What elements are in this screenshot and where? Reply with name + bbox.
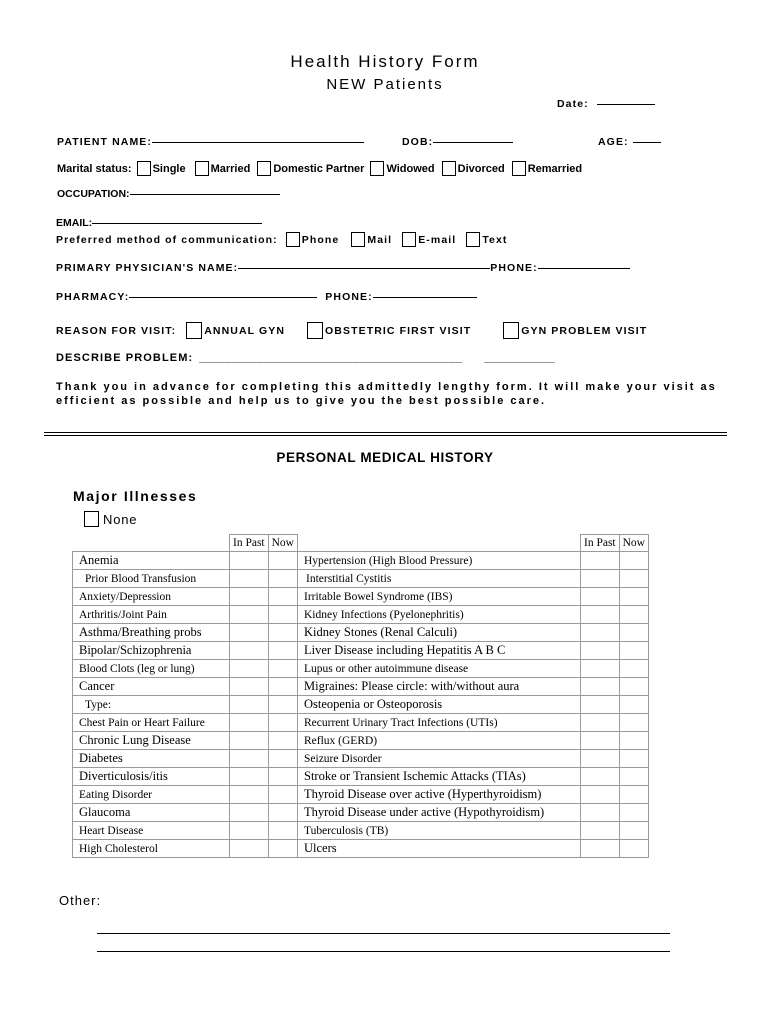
now-cell[interactable] [619, 768, 648, 786]
illness-right-label: Kidney Stones (Renal Calculi) [298, 624, 581, 642]
email-input[interactable] [92, 223, 262, 224]
illness-left-label: Type: [73, 696, 230, 714]
illness-right-label: Lupus or other autoimmune disease [298, 660, 581, 678]
pref-text-checkbox[interactable] [466, 232, 480, 247]
col-in-past-left: In Past [230, 535, 269, 552]
now-cell[interactable] [619, 750, 648, 768]
illness-left-label: Blood Clots (leg or lung) [73, 660, 230, 678]
illness-right-label: Recurrent Urinary Tract Infections (UTIs) [298, 714, 581, 732]
illness-right-label: Osteopenia or Osteoporosis [298, 696, 581, 714]
illness-left-label: Anxiety/Depression [73, 588, 230, 606]
now-cell[interactable] [619, 822, 648, 840]
illness-right-label: Liver Disease including Hepatitis A B C [298, 642, 581, 660]
date-field [557, 98, 655, 110]
in-past-cell[interactable] [581, 714, 620, 732]
now-cell[interactable] [619, 696, 648, 714]
pref-phone-label: Phone [301, 233, 340, 246]
pharmacy-input[interactable] [129, 297, 317, 298]
pref-email-checkbox[interactable] [402, 232, 416, 247]
illness-right-label: Thyroid Disease under active (Hypothyroidism) [298, 804, 581, 822]
dob-field [402, 136, 513, 148]
preferred-communication-label: Preferred method of communication: [56, 233, 278, 246]
table-row [73, 840, 649, 858]
illness-left-label: Eating Disorder [73, 786, 230, 804]
section-divider-2 [44, 435, 727, 436]
email-field [56, 217, 262, 229]
now-cell[interactable] [619, 606, 648, 624]
in-past-cell[interactable] [230, 786, 269, 804]
illness-left-label: Anemia [73, 552, 230, 570]
in-past-cell[interactable] [230, 678, 269, 696]
reason-obstetric-checkbox[interactable] [307, 322, 323, 339]
thank-you-note: Thank you in advance for completing this admittedly lengthy form. It will make your visit as efficient as possible and help us to give you the best possible care. [56, 381, 717, 407]
in-past-cell[interactable] [581, 606, 620, 624]
physician-phone-input[interactable] [538, 268, 630, 269]
in-past-cell[interactable] [230, 804, 269, 822]
pharmacy-phone-input[interactable] [373, 297, 477, 298]
table-row [73, 732, 649, 750]
marital-married-label: Married [210, 162, 251, 175]
illness-table [72, 534, 649, 858]
header-spacer [73, 535, 230, 552]
pharmacy-row [56, 291, 477, 303]
in-past-cell[interactable] [230, 624, 269, 642]
in-past-cell[interactable] [581, 804, 620, 822]
now-cell[interactable] [268, 660, 297, 678]
illness-right-label: Thyroid Disease over active (Hyperthyroidism) [298, 786, 581, 804]
form-subtitle: NEW Patients [326, 76, 444, 93]
now-cell[interactable] [268, 570, 297, 588]
describe-problem-input-2[interactable]: ___________ [484, 352, 555, 364]
now-cell[interactable] [619, 786, 648, 804]
email-label: EMAIL: [56, 217, 93, 229]
illness-left-label: Bipolar/Schizophrenia [73, 642, 230, 660]
table-row [73, 768, 649, 786]
in-past-cell[interactable] [581, 732, 620, 750]
table-row [73, 678, 649, 696]
now-cell[interactable] [619, 552, 648, 570]
table-row [73, 696, 649, 714]
illness-right-label: Tuberculosis (TB) [298, 822, 581, 840]
illness-right-label: Seizure Disorder [298, 750, 581, 768]
in-past-cell[interactable] [581, 750, 620, 768]
header-spacer-right [298, 535, 581, 552]
dob-label: DOB: [402, 136, 434, 148]
date-input[interactable] [597, 104, 655, 105]
in-past-cell[interactable] [581, 588, 620, 606]
in-past-cell[interactable] [230, 642, 269, 660]
marital-single-checkbox[interactable] [137, 161, 151, 176]
physician-label: PRIMARY PHYSICIAN'S NAME: [56, 262, 239, 274]
in-past-cell[interactable] [230, 570, 269, 588]
table-row [73, 804, 649, 822]
marital-widowed-label: Widowed [386, 162, 435, 175]
reason-gyn-problem-label: GYN PROBLEM VISIT [521, 324, 648, 337]
illness-left-label: Glaucoma [73, 804, 230, 822]
marital-status-label: Marital status: [57, 162, 132, 175]
preferred-communication-row [56, 232, 508, 247]
now-cell[interactable] [619, 570, 648, 588]
other-line-1[interactable] [97, 933, 670, 934]
in-past-cell[interactable] [581, 678, 620, 696]
describe-problem-label: DESCRIBE PROBLEM: [56, 352, 194, 364]
marital-remarried-checkbox[interactable] [512, 161, 526, 176]
illness-table-header [73, 535, 649, 552]
describe-problem-input[interactable]: _________________________________________ [199, 352, 463, 364]
in-past-cell[interactable] [230, 768, 269, 786]
physician-phone-label: PHONE: [490, 262, 538, 274]
now-cell[interactable] [619, 588, 648, 606]
illness-left-label: High Cholesterol [73, 840, 230, 858]
age-input[interactable] [633, 142, 661, 143]
patient-name-field [57, 136, 364, 148]
table-row [73, 606, 649, 624]
marital-divorced-label: Divorced [457, 162, 505, 175]
illness-left-label: Asthma/Breathing probs [73, 624, 230, 642]
in-past-cell[interactable] [581, 786, 620, 804]
pharmacy-phone-label: PHONE: [325, 291, 373, 303]
reason-label: REASON FOR VISIT: [56, 324, 177, 337]
illness-right-label: Stroke or Transient Ischemic Attacks (TIAs) [298, 768, 581, 786]
reason-gyn-problem-checkbox[interactable] [503, 322, 519, 339]
now-cell[interactable] [619, 804, 648, 822]
now-cell[interactable] [268, 624, 297, 642]
now-cell[interactable] [619, 732, 648, 750]
reason-annual-gyn-checkbox[interactable] [186, 322, 202, 339]
now-cell[interactable] [268, 804, 297, 822]
illness-left-label: Chest Pain or Heart Failure [73, 714, 230, 732]
marital-remarried-label: Remarried [527, 162, 583, 175]
now-cell[interactable] [268, 642, 297, 660]
now-cell[interactable] [268, 696, 297, 714]
in-past-cell[interactable] [230, 822, 269, 840]
in-past-cell[interactable] [581, 696, 620, 714]
describe-problem-row [56, 352, 555, 364]
in-past-cell[interactable] [230, 588, 269, 606]
in-past-cell[interactable] [230, 840, 269, 858]
date-label: Date: [557, 98, 589, 110]
in-past-cell[interactable] [581, 768, 620, 786]
physician-input[interactable] [238, 268, 490, 269]
now-cell[interactable] [268, 714, 297, 732]
in-past-cell[interactable] [581, 660, 620, 678]
marital-widowed-checkbox[interactable] [370, 161, 384, 176]
marital-married-checkbox[interactable] [195, 161, 209, 176]
other-label: Other: [59, 893, 102, 908]
in-past-cell[interactable] [230, 732, 269, 750]
illness-right-label: Ulcers [298, 840, 581, 858]
marital-domestic-partner-checkbox[interactable] [257, 161, 271, 176]
pref-mail-label: Mail [367, 233, 393, 246]
table-row [73, 570, 649, 588]
pref-mail-checkbox[interactable] [351, 232, 365, 247]
illness-left-label: Heart Disease [73, 822, 230, 840]
col-now-right: Now [619, 535, 648, 552]
illness-right-label: Interstitial Cystitis [298, 570, 581, 588]
patient-name-input[interactable] [152, 142, 364, 143]
form-title: Health History Form [290, 52, 480, 71]
in-past-cell[interactable] [581, 840, 620, 858]
major-illnesses-title: Major Illnesses [73, 488, 198, 504]
table-row [73, 642, 649, 660]
table-row [73, 822, 649, 840]
table-row [73, 552, 649, 570]
none-option [84, 511, 137, 527]
now-cell[interactable] [268, 768, 297, 786]
now-cell[interactable] [619, 660, 648, 678]
pref-phone-checkbox[interactable] [286, 232, 300, 247]
illness-right-label: Reflux (GERD) [298, 732, 581, 750]
illness-right-label: Hypertension (High Blood Pressure) [298, 552, 581, 570]
now-cell[interactable] [619, 714, 648, 732]
marital-single-label: Single [152, 162, 186, 175]
in-past-cell[interactable] [230, 696, 269, 714]
now-cell[interactable] [268, 822, 297, 840]
dob-input[interactable] [433, 142, 513, 143]
in-past-cell[interactable] [230, 552, 269, 570]
reason-annual-gyn-label: ANNUAL GYN [204, 324, 286, 337]
occupation-label: OCCUPATION: [57, 188, 130, 200]
table-row [73, 660, 649, 678]
in-past-cell[interactable] [581, 642, 620, 660]
patient-name-label: PATIENT NAME: [57, 136, 152, 148]
now-cell[interactable] [268, 588, 297, 606]
illness-left-label: Arthritis/Joint Pain [73, 606, 230, 624]
illness-right-label: Migraines: Please circle: with/without aura [298, 678, 581, 696]
now-cell[interactable] [619, 840, 648, 858]
marital-divorced-checkbox[interactable] [442, 161, 456, 176]
illness-left-label: Chronic Lung Disease [73, 732, 230, 750]
table-row [73, 588, 649, 606]
other-line-2[interactable] [97, 951, 670, 952]
marital-status-row [57, 161, 582, 176]
section-divider [44, 432, 727, 433]
in-past-cell[interactable] [230, 606, 269, 624]
illness-left-label: Diabetes [73, 750, 230, 768]
in-past-cell[interactable] [230, 660, 269, 678]
in-past-cell[interactable] [581, 552, 620, 570]
illness-left-label: Prior Blood Transfusion [73, 570, 230, 588]
reason-obstetric-label: OBSTETRIC FIRST VISIT [325, 324, 472, 337]
in-past-cell[interactable] [230, 750, 269, 768]
now-cell[interactable] [268, 606, 297, 624]
now-cell[interactable] [268, 552, 297, 570]
table-row [73, 750, 649, 768]
in-past-cell[interactable] [581, 624, 620, 642]
illness-right-label: Irritable Bowel Syndrome (IBS) [298, 588, 581, 606]
age-field [598, 136, 661, 148]
none-label: None [103, 511, 138, 527]
col-now-left: Now [268, 535, 297, 552]
age-label: AGE: [598, 136, 629, 148]
now-cell[interactable] [268, 786, 297, 804]
reason-for-visit-row [56, 322, 647, 339]
col-in-past-right: In Past [581, 535, 620, 552]
in-past-cell[interactable] [230, 714, 269, 732]
in-past-cell[interactable] [581, 570, 620, 588]
now-cell[interactable] [619, 678, 648, 696]
occupation-field [57, 188, 280, 200]
now-cell[interactable] [619, 642, 648, 660]
pref-text-label: Text [482, 233, 508, 246]
now-cell[interactable] [268, 678, 297, 696]
physician-row [56, 262, 630, 274]
illness-right-label: Kidney Infections (Pyelonephritis) [298, 606, 581, 624]
illness-left-label: Cancer [73, 678, 230, 696]
table-row [73, 624, 649, 642]
now-cell[interactable] [619, 624, 648, 642]
marital-domestic-partner-label: Domestic Partner [273, 162, 365, 175]
in-past-cell[interactable] [581, 822, 620, 840]
pharmacy-label: PHARMACY: [56, 291, 130, 303]
now-cell[interactable] [268, 840, 297, 858]
now-cell[interactable] [268, 732, 297, 750]
section-title: PERSONAL MEDICAL HISTORY [276, 450, 494, 465]
table-row [73, 714, 649, 732]
now-cell[interactable] [268, 750, 297, 768]
none-checkbox[interactable] [84, 511, 99, 527]
occupation-input[interactable] [130, 194, 280, 195]
pref-email-label: E-mail [418, 233, 457, 246]
table-row [73, 786, 649, 804]
illness-left-label: Diverticulosis/itis [73, 768, 230, 786]
